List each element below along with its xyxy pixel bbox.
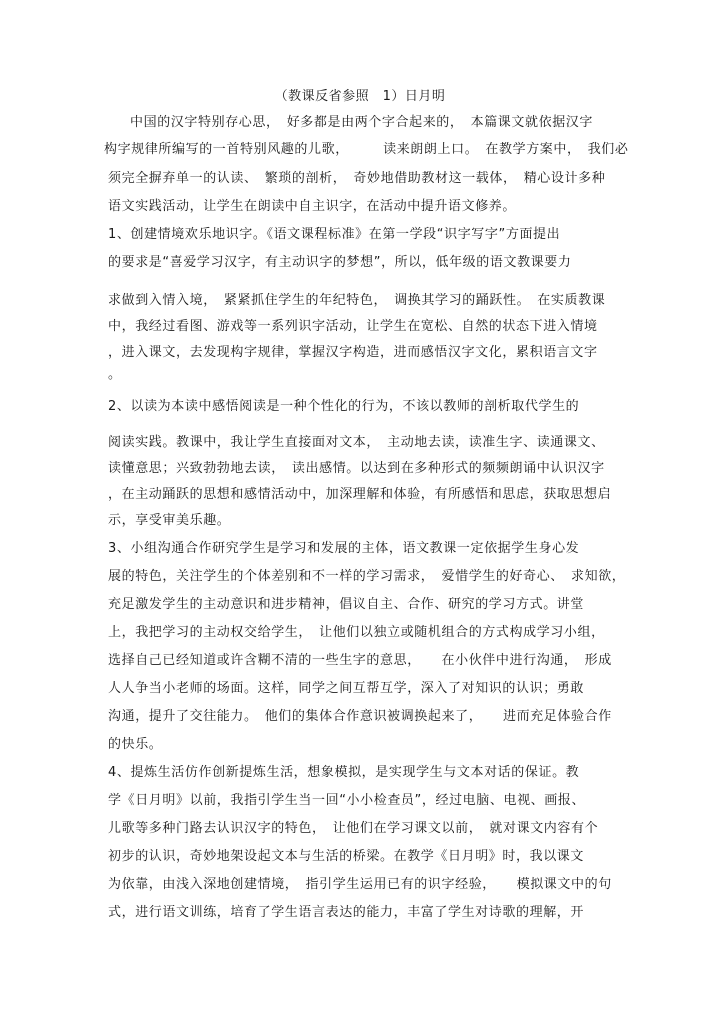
paragraph-line: ，进入课文，去发现构字规律，掌握汉字构造，进而感悟汉字文化，累积语言文字	[108, 345, 598, 360]
paragraph-line: 的快乐。	[108, 737, 163, 752]
paragraph-line: 初步的认识，奇妙地架设起文本与生活的桥梁。在教学《日月明》时，我以课文	[108, 849, 585, 864]
paragraph-line: 3、小组沟通合作研究学生是学习和发展的主体，语文教课一定依据学生身心发	[108, 541, 580, 556]
paragraph-line: ，在主动踊跃的思想和感情活动中，加深理解和体验，有所感悟和思虑，获取思想启	[108, 487, 612, 502]
paragraph-line: 儿歌等多种门路去认识汉字的特色， 让他们在学习课文以前， 就对课文内容有个	[108, 821, 599, 836]
paragraph-line: 语文实践活动，让学生在朗读中自主识字，在活动中提升语文修养。	[108, 199, 517, 214]
paragraph-line: 中，我经过看图、游戏等一系列识字活动，让学生在宽松、自然的状态下进入情境	[108, 319, 598, 334]
paragraph-line: 选择自己已经知道或许含糊不清的一些生字的意思， 在小伙伴中进行沟通， 形成	[108, 653, 612, 668]
document-title: （教课反省参照 1）日月明	[274, 89, 446, 104]
paragraph-line: 2、以读为本读中感悟阅读是一种个性化的行为，不该以教师的剖析取代学生的	[108, 399, 580, 414]
paragraph-line: 为依靠，由浅入深地创建情境， 指引学生运用已有的识字经验， 模拟课文中的句	[108, 877, 612, 892]
paragraph-line: 示，享受审美乐趣。	[108, 513, 231, 528]
paragraph-line: 中国的汉字特别存心思， 好多都是由两个字合起来的， 本篇课文就依据汉字	[130, 115, 594, 130]
paragraph-line: 学《日月明》以前，我指引学生当一回“小小检查员”，经过电脑、电视、画报、	[108, 793, 586, 808]
paragraph-line: 展的特色，关注学生的个体差别和不一样的学习需求， 爱惜学生的好奇心、 求知欲，	[108, 569, 626, 584]
paragraph-line: 的要求是“喜爱学习汉字，有主动识字的梦想”，所以，低年级的语文教课要力	[108, 255, 572, 270]
paragraph-line: 4、提炼生活仿作创新提炼生活，想象模拟，是实现学生与文本对话的保证。教	[108, 765, 580, 780]
paragraph-line: 求做到入情入境， 紧紧抓住学生的年纪特色， 调换其学习的踊跃性。 在实质教课	[108, 293, 606, 308]
paragraph-line: 须完全摒弃单一的认读、 繁琐的剖析， 奇妙地借助教材这一载体， 精心设计多种	[108, 171, 606, 186]
paragraph-line: 上，我把学习的主动权交给学生， 让他们以独立或随机组合的方式构成学习小组，	[108, 625, 605, 640]
paragraph-line: 式，进行语文训练，培育了学生语言表达的能力，丰富了学生对诗歌的理解，开	[108, 905, 585, 920]
paragraph-line: 人人争当小老师的场面。这样，同学之间互帮互学，深入了对知识的认识；勇敢	[108, 681, 585, 696]
paragraph-line: 沟通，提升了交往能力。 他们的集体合作意识被调换起来了， 进而充足体验合作	[108, 709, 612, 724]
paragraph-line: 。	[108, 367, 122, 382]
paragraph-line: 充足激发学生的主动意识和进步精神，倡议自主、合作、研究的学习方式。讲堂	[108, 597, 585, 612]
paragraph-line: 构字规律所编写的一首特别风趣的儿歌， 读来朗朗上口。 在教学方案中， 我们必	[104, 142, 629, 157]
paragraph-line: 1、创建情境欢乐地识字。《语文课程标准》在第一学段“识字写字”方面提出	[108, 227, 561, 242]
paragraph-line: 读懂意思；兴致勃勃地去读， 读出感情。以达到在多种形式的频频朗诵中认识汉字	[108, 461, 605, 476]
paragraph-line: 阅读实践。教课中，我让学生直接面对文本， 主动地去读，读准生字、读通课文、	[108, 435, 605, 450]
